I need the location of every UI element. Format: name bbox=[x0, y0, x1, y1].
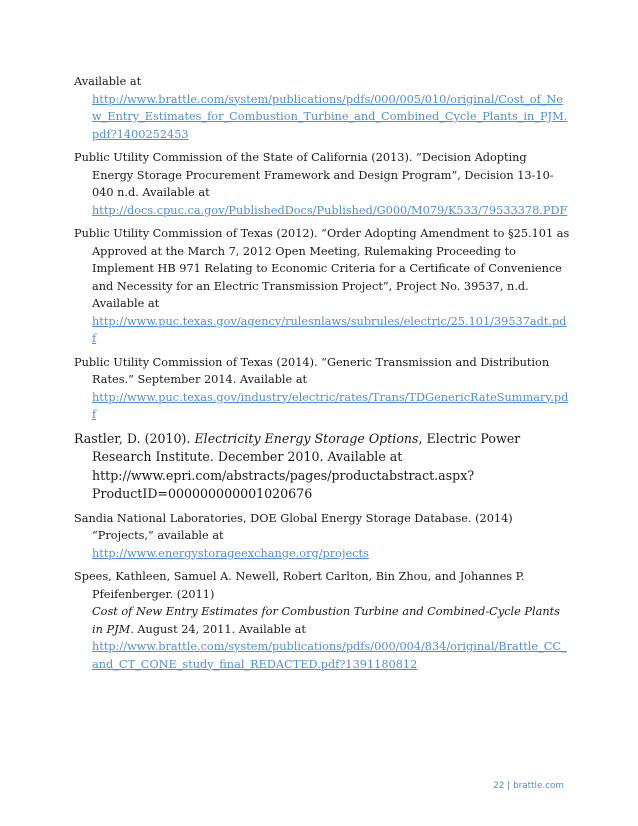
reference-cpuc-2013 bbox=[74, 149, 570, 219]
reference-link[interactable]: http://www.puc.texas.gov/agency/rulesnlaws/subrules/electric/25.101/39537adt.pdf bbox=[92, 314, 567, 345]
reference-link[interactable]: http://www.puc.texas.gov/industry/electric/rates/Trans/TDGenericRateSummary.pdf bbox=[92, 390, 569, 421]
footer-separator: | bbox=[507, 781, 511, 791]
page-number: 22 bbox=[493, 781, 505, 791]
reference-date: . August 24, 2011. Available at bbox=[130, 622, 306, 636]
page-footer bbox=[493, 781, 564, 791]
reference-puct-2012 bbox=[74, 225, 570, 348]
reference-link[interactable]: http://www.brattle.com/system/publications/pdfs/000/005/010/original/Cost_of_New_Entry_Estimates_for_Combustion_Turbine_and_Combined_Cycle_Plants_in_PJM.pdf?1400252453 bbox=[92, 92, 568, 141]
reference-text: Available at bbox=[74, 75, 142, 88]
reference-link[interactable]: http://www.brattle.com/system/publications/pdfs/000/004/834/original/Brattle_CC_and_CT_CONE_study_final_REDACTED.pdf?1391180812 bbox=[92, 640, 567, 671]
reference-publisher: , Electric Power Research Institute. December 2010. Available at bbox=[92, 430, 521, 464]
reference-list bbox=[74, 73, 570, 679]
reference-puct-2014 bbox=[74, 354, 570, 424]
reference-link[interactable]: http://docs.cpuc.ca.gov/PublishedDocs/Published/G000/M079/K533/79533378.PDF bbox=[92, 203, 568, 217]
footer-site-link[interactable]: brattle.com bbox=[513, 781, 564, 791]
reference-author: Rastler, D. (2010). bbox=[74, 430, 191, 446]
reference-text: Public Utility Commission of Texas (2014). “Generic Transmission and Distribution Rates.” September 2014. Available at bbox=[74, 355, 550, 386]
reference-rastler-2010 bbox=[74, 430, 570, 504]
reference-continuation bbox=[74, 73, 570, 143]
reference-text: Public Utility Commission of the State of California (2013). “Decision Adopting Energy Storage Procurement Framework and Design Program”, Decision 13-10-040 n.d. Available at bbox=[74, 151, 554, 199]
reference-author: Spees, Kathleen, Samuel A. Newell, Robert Carlton, Bin Zhou, and Johannes P. Pfeifenberger. (2011) bbox=[74, 570, 525, 601]
reference-url-text: http://www.epri.com/abstracts/pages/productabstract.aspx?ProductID=000000000001020676 bbox=[92, 467, 475, 501]
reference-title: Cost of New Entry Estimates for Combustion Turbine and Combined-Cycle Plants in PJM bbox=[92, 605, 560, 636]
reference-sandia-2014 bbox=[74, 510, 570, 563]
reference-text: Public Utility Commission of Texas (2012). “Order Adopting Amendment to §25.101 as Approved at the March 7, 2012 Open Meeting, Rulemaking Proceeding to Implement HB 971 Relating to Economic Criteria for a Certificate of Convenience and Necessity for an Electric Transmission Project”, Project No. 39537, n.d. Available at bbox=[74, 227, 570, 310]
reference-spees-2011 bbox=[74, 568, 570, 673]
reference-title: Electricity Energy Storage Options bbox=[194, 430, 419, 446]
reference-text: Sandia National Laboratories, DOE Global Energy Storage Database. (2014) “Projects,” available at bbox=[74, 511, 513, 542]
reference-link[interactable]: http://www.energystorageexchange.org/projects bbox=[92, 546, 369, 560]
